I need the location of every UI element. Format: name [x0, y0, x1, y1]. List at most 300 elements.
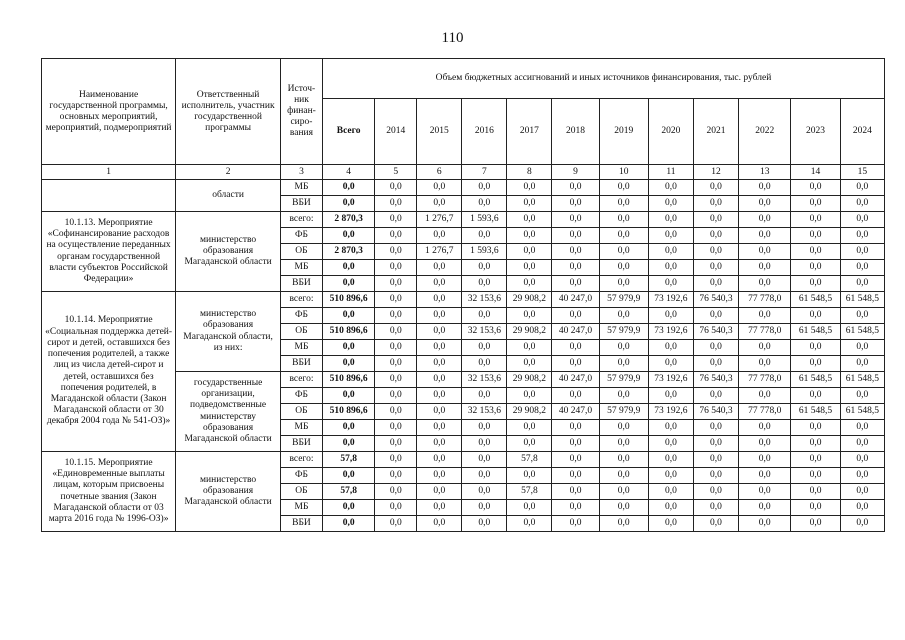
column-number: 10	[599, 165, 648, 180]
year-value: 0,0	[375, 468, 417, 484]
funding-source: ОБ	[281, 484, 323, 500]
year-value: 32 153,6	[462, 372, 507, 388]
header-executor: Ответственный исполнитель, участник государственной программы	[176, 59, 281, 165]
total-value: 2 870,3	[322, 212, 374, 228]
year-value: 0,0	[739, 244, 791, 260]
funding-source: всего:	[281, 372, 323, 388]
year-value: 0,0	[840, 388, 884, 404]
total-value: 57,8	[322, 484, 374, 500]
year-value: 0,0	[840, 500, 884, 516]
year-value: 0,0	[462, 356, 507, 372]
year-value: 0,0	[375, 260, 417, 276]
year-value: 40 247,0	[552, 324, 599, 340]
year-value: 0,0	[693, 244, 738, 260]
year-value: 0,0	[462, 500, 507, 516]
total-value: 0,0	[322, 468, 374, 484]
year-value: 0,0	[693, 452, 738, 468]
total-value: 0,0	[322, 420, 374, 436]
year-value: 0,0	[739, 484, 791, 500]
total-value: 0,0	[322, 228, 374, 244]
executor: министерство образования Магаданской области	[176, 212, 281, 292]
year-value: 0,0	[417, 500, 462, 516]
year-value: 0,0	[599, 276, 648, 292]
year-value: 73 192,6	[648, 292, 693, 308]
funding-source: ФБ	[281, 468, 323, 484]
year-value: 0,0	[507, 500, 552, 516]
year-value: 0,0	[791, 388, 840, 404]
year-value: 0,0	[552, 244, 599, 260]
year-value: 76 540,3	[693, 372, 738, 388]
year-value: 0,0	[417, 324, 462, 340]
year-value: 61 548,5	[840, 324, 884, 340]
year-value: 0,0	[417, 388, 462, 404]
year-value: 0,0	[840, 276, 884, 292]
column-number: 15	[840, 165, 884, 180]
year-value: 1 276,7	[417, 212, 462, 228]
year-value: 0,0	[739, 340, 791, 356]
funding-source: МБ	[281, 420, 323, 436]
year-value: 0,0	[739, 196, 791, 212]
year-value: 0,0	[462, 468, 507, 484]
column-number: 4	[322, 165, 374, 180]
year-value: 0,0	[375, 356, 417, 372]
year-value: 0,0	[462, 388, 507, 404]
header-year: 2018	[552, 99, 599, 165]
year-value: 0,0	[599, 340, 648, 356]
funding-source: ВБИ	[281, 276, 323, 292]
funding-source: всего:	[281, 292, 323, 308]
year-value: 0,0	[507, 516, 552, 532]
funding-source: ОБ	[281, 324, 323, 340]
year-value: 0,0	[417, 468, 462, 484]
executor: государственные организации, подведомственные министерству образования Магаданской области	[176, 372, 281, 452]
year-value: 0,0	[840, 452, 884, 468]
year-value: 76 540,3	[693, 292, 738, 308]
year-value: 0,0	[599, 228, 648, 244]
year-value: 0,0	[739, 516, 791, 532]
year-value: 0,0	[417, 228, 462, 244]
column-number: 7	[462, 165, 507, 180]
year-value: 0,0	[462, 516, 507, 532]
total-value: 57,8	[322, 452, 374, 468]
column-number: 12	[693, 165, 738, 180]
year-value: 0,0	[693, 388, 738, 404]
year-value: 0,0	[791, 436, 840, 452]
year-value: 0,0	[417, 404, 462, 420]
year-value: 0,0	[791, 420, 840, 436]
funding-source: всего:	[281, 452, 323, 468]
year-value: 0,0	[552, 308, 599, 324]
header-year: 2023	[791, 99, 840, 165]
header-year: 2017	[507, 99, 552, 165]
year-value: 0,0	[462, 260, 507, 276]
measure-name	[42, 180, 176, 212]
year-value: 0,0	[507, 228, 552, 244]
year-value: 0,0	[693, 500, 738, 516]
year-value: 0,0	[693, 180, 738, 196]
year-value: 0,0	[552, 468, 599, 484]
year-value: 0,0	[648, 516, 693, 532]
year-value: 0,0	[462, 340, 507, 356]
funding-table	[41, 58, 885, 532]
year-value: 0,0	[507, 212, 552, 228]
total-value: 0,0	[322, 308, 374, 324]
year-value: 29 908,2	[507, 292, 552, 308]
year-value: 57 979,9	[599, 404, 648, 420]
year-value: 0,0	[599, 196, 648, 212]
year-value: 29 908,2	[507, 372, 552, 388]
year-value: 0,0	[648, 196, 693, 212]
year-value: 0,0	[693, 516, 738, 532]
year-value: 0,0	[648, 308, 693, 324]
year-value: 0,0	[840, 436, 884, 452]
year-value: 0,0	[791, 484, 840, 500]
year-value: 0,0	[840, 356, 884, 372]
year-value: 0,0	[462, 420, 507, 436]
year-value: 0,0	[693, 340, 738, 356]
year-value: 0,0	[417, 308, 462, 324]
header-year: 2016	[462, 99, 507, 165]
year-value: 0,0	[739, 356, 791, 372]
executor: министерство образования Магаданской области	[176, 452, 281, 532]
year-value: 0,0	[552, 212, 599, 228]
year-value: 77 778,0	[739, 404, 791, 420]
year-value: 0,0	[375, 180, 417, 196]
year-value: 0,0	[648, 436, 693, 452]
year-value: 0,0	[599, 388, 648, 404]
year-value: 0,0	[552, 180, 599, 196]
funding-source: ВБИ	[281, 436, 323, 452]
year-value: 0,0	[648, 484, 693, 500]
year-value: 61 548,5	[840, 404, 884, 420]
year-value: 0,0	[552, 500, 599, 516]
year-value: 0,0	[417, 436, 462, 452]
year-value: 0,0	[739, 420, 791, 436]
total-value: 0,0	[322, 180, 374, 196]
year-value: 0,0	[791, 196, 840, 212]
year-value: 0,0	[648, 420, 693, 436]
year-value: 0,0	[417, 180, 462, 196]
column-number: 1	[42, 165, 176, 180]
funding-source: ФБ	[281, 308, 323, 324]
year-value: 73 192,6	[648, 372, 693, 388]
year-value: 0,0	[791, 452, 840, 468]
year-value: 77 778,0	[739, 372, 791, 388]
year-value: 0,0	[417, 340, 462, 356]
year-value: 0,0	[739, 228, 791, 244]
year-value: 0,0	[599, 212, 648, 228]
year-value: 0,0	[693, 420, 738, 436]
year-value: 0,0	[648, 244, 693, 260]
year-value: 0,0	[375, 228, 417, 244]
year-value: 0,0	[375, 372, 417, 388]
header-year: 2021	[693, 99, 738, 165]
year-value: 61 548,5	[840, 292, 884, 308]
year-value: 0,0	[375, 388, 417, 404]
total-value: 0,0	[322, 260, 374, 276]
total-value: 0,0	[322, 500, 374, 516]
year-value: 0,0	[840, 308, 884, 324]
year-value: 0,0	[840, 196, 884, 212]
year-value: 1 593,6	[462, 244, 507, 260]
year-value: 0,0	[375, 484, 417, 500]
year-value: 0,0	[552, 436, 599, 452]
year-value: 0,0	[693, 436, 738, 452]
year-value: 0,0	[791, 228, 840, 244]
year-value: 0,0	[648, 180, 693, 196]
total-value: 510 896,6	[322, 372, 374, 388]
year-value: 0,0	[599, 468, 648, 484]
year-value: 0,0	[739, 276, 791, 292]
year-value: 0,0	[840, 212, 884, 228]
header-year: 2014	[375, 99, 417, 165]
total-value: 0,0	[322, 196, 374, 212]
year-value: 40 247,0	[552, 404, 599, 420]
year-value: 0,0	[507, 276, 552, 292]
year-value: 40 247,0	[552, 292, 599, 308]
year-value: 0,0	[791, 276, 840, 292]
year-value: 0,0	[840, 484, 884, 500]
column-number: 3	[281, 165, 323, 180]
year-value: 0,0	[507, 388, 552, 404]
table-row	[42, 180, 885, 196]
total-value: 510 896,6	[322, 324, 374, 340]
year-value: 0,0	[791, 500, 840, 516]
year-value: 0,0	[599, 244, 648, 260]
total-value: 510 896,6	[322, 404, 374, 420]
year-value: 0,0	[648, 388, 693, 404]
year-value: 73 192,6	[648, 404, 693, 420]
year-value: 0,0	[599, 260, 648, 276]
year-value: 77 778,0	[739, 324, 791, 340]
year-value: 0,0	[791, 468, 840, 484]
year-value: 0,0	[739, 388, 791, 404]
year-value: 61 548,5	[840, 372, 884, 388]
funding-source: ОБ	[281, 244, 323, 260]
measure-name: 10.1.13. Мероприятие «Софинансирование расходов на осуществление переданных органам государственной власти субъектов Российской Федерации»	[42, 212, 176, 292]
year-value: 0,0	[648, 356, 693, 372]
year-value: 0,0	[375, 500, 417, 516]
column-number: 14	[791, 165, 840, 180]
year-value: 0,0	[693, 468, 738, 484]
funding-source: ВБИ	[281, 516, 323, 532]
column-number: 11	[648, 165, 693, 180]
year-value: 0,0	[739, 212, 791, 228]
year-value: 0,0	[375, 436, 417, 452]
year-value: 57 979,9	[599, 324, 648, 340]
year-value: 0,0	[840, 468, 884, 484]
year-value: 0,0	[599, 452, 648, 468]
total-value: 0,0	[322, 276, 374, 292]
column-number: 13	[739, 165, 791, 180]
year-value: 0,0	[417, 516, 462, 532]
year-value: 61 548,5	[791, 372, 840, 388]
measure-name: 10.1.15. Мероприятие «Единовременные выплаты лицам, которым присвоены почетные звания (Закон Магаданской области от 03 марта 2016 года № 1996-ОЗ)»	[42, 452, 176, 532]
year-value: 0,0	[375, 516, 417, 532]
executor: министерство образования Магаданской области, из них:	[176, 292, 281, 372]
year-value: 0,0	[648, 260, 693, 276]
year-value: 0,0	[840, 228, 884, 244]
year-value: 0,0	[375, 196, 417, 212]
year-value: 1 593,6	[462, 212, 507, 228]
year-value: 0,0	[552, 196, 599, 212]
total-value: 510 896,6	[322, 292, 374, 308]
year-value: 40 247,0	[552, 372, 599, 388]
year-value: 0,0	[739, 500, 791, 516]
year-value: 0,0	[552, 276, 599, 292]
year-value: 61 548,5	[791, 292, 840, 308]
year-value: 0,0	[552, 340, 599, 356]
header-year: 2022	[739, 99, 791, 165]
year-value: 0,0	[507, 244, 552, 260]
year-value: 0,0	[840, 516, 884, 532]
header-total: Всего	[322, 99, 374, 165]
funding-source: ФБ	[281, 228, 323, 244]
year-value: 0,0	[417, 372, 462, 388]
year-value: 0,0	[739, 452, 791, 468]
year-value: 0,0	[462, 228, 507, 244]
year-value: 0,0	[552, 516, 599, 532]
year-value: 0,0	[791, 340, 840, 356]
year-value: 57 979,9	[599, 372, 648, 388]
year-value: 0,0	[648, 228, 693, 244]
year-value: 1 276,7	[417, 244, 462, 260]
header-name: Наименование государственной программы, основных мероприятий, мероприятий, подмероприятий	[42, 59, 176, 165]
column-number: 8	[507, 165, 552, 180]
year-value: 0,0	[417, 260, 462, 276]
year-value: 0,0	[648, 340, 693, 356]
year-value: 57,8	[507, 484, 552, 500]
year-value: 0,0	[791, 516, 840, 532]
total-value: 0,0	[322, 516, 374, 532]
year-value: 0,0	[693, 276, 738, 292]
year-value: 0,0	[791, 244, 840, 260]
funding-source: МБ	[281, 500, 323, 516]
year-value: 0,0	[599, 516, 648, 532]
funding-source: ОБ	[281, 404, 323, 420]
year-value: 0,0	[599, 420, 648, 436]
year-value: 0,0	[693, 308, 738, 324]
year-value: 0,0	[739, 180, 791, 196]
year-value: 0,0	[648, 276, 693, 292]
year-value: 32 153,6	[462, 404, 507, 420]
page-number: 110	[441, 30, 464, 46]
year-value: 0,0	[648, 468, 693, 484]
year-value: 0,0	[417, 484, 462, 500]
funding-source: МБ	[281, 180, 323, 196]
year-value: 0,0	[552, 356, 599, 372]
year-value: 0,0	[507, 308, 552, 324]
year-value: 0,0	[507, 196, 552, 212]
year-value: 61 548,5	[791, 324, 840, 340]
year-value: 0,0	[375, 212, 417, 228]
measure-name: 10.1.14. Мероприятие «Социальная поддержка детей-сирот и детей, оставшихся без попечения родителей, а также лиц из числа детей-сирот и детей, оставшихся без попечения родителей, в Магаданской области (Закон Магаданской области от 30 декабря 2004 года № 541-ОЗ)»	[42, 292, 176, 452]
year-value: 0,0	[693, 260, 738, 276]
year-value: 0,0	[375, 308, 417, 324]
total-value: 2 870,3	[322, 244, 374, 260]
year-value: 0,0	[507, 436, 552, 452]
year-value: 0,0	[462, 180, 507, 196]
year-value: 0,0	[739, 468, 791, 484]
total-value: 0,0	[322, 436, 374, 452]
year-value: 0,0	[375, 244, 417, 260]
year-value: 0,0	[552, 388, 599, 404]
year-value: 57,8	[507, 452, 552, 468]
year-value: 0,0	[739, 436, 791, 452]
year-value: 0,0	[599, 484, 648, 500]
year-value: 0,0	[791, 260, 840, 276]
year-value: 0,0	[693, 196, 738, 212]
year-value: 0,0	[507, 356, 552, 372]
year-value: 76 540,3	[693, 324, 738, 340]
year-value: 0,0	[693, 228, 738, 244]
funding-source: всего:	[281, 212, 323, 228]
year-value: 0,0	[599, 180, 648, 196]
header-volume: Объем бюджетных ассигнований и иных источников финансирования, тыс. рублей	[322, 59, 884, 99]
year-value: 0,0	[417, 276, 462, 292]
year-value: 0,0	[417, 356, 462, 372]
year-value: 0,0	[507, 260, 552, 276]
year-value: 0,0	[417, 420, 462, 436]
header-year: 2019	[599, 99, 648, 165]
column-number: 5	[375, 165, 417, 180]
funding-source: ФБ	[281, 388, 323, 404]
year-value: 0,0	[791, 212, 840, 228]
year-value: 0,0	[375, 276, 417, 292]
column-number: 9	[552, 165, 599, 180]
year-value: 32 153,6	[462, 324, 507, 340]
year-value: 0,0	[417, 452, 462, 468]
year-value: 0,0	[552, 420, 599, 436]
year-value: 0,0	[507, 420, 552, 436]
year-value: 0,0	[840, 244, 884, 260]
year-value: 0,0	[552, 452, 599, 468]
funding-source: МБ	[281, 260, 323, 276]
column-number: 2	[176, 165, 281, 180]
year-value: 0,0	[462, 276, 507, 292]
table-row	[42, 452, 885, 468]
year-value: 0,0	[693, 212, 738, 228]
header-source: Источ-ник финан-сиро-вания	[281, 59, 323, 165]
year-value: 61 548,5	[791, 404, 840, 420]
year-value: 0,0	[840, 340, 884, 356]
year-value: 0,0	[375, 324, 417, 340]
year-value: 0,0	[791, 180, 840, 196]
year-value: 0,0	[462, 484, 507, 500]
year-value: 0,0	[507, 468, 552, 484]
total-value: 0,0	[322, 356, 374, 372]
year-value: 0,0	[375, 340, 417, 356]
year-value: 0,0	[648, 500, 693, 516]
funding-source: МБ	[281, 340, 323, 356]
year-value: 0,0	[462, 196, 507, 212]
funding-source: ВБИ	[281, 356, 323, 372]
year-value: 0,0	[599, 308, 648, 324]
table-row	[42, 292, 885, 308]
year-value: 0,0	[552, 228, 599, 244]
year-value: 0,0	[693, 484, 738, 500]
year-value: 0,0	[552, 260, 599, 276]
total-value: 0,0	[322, 388, 374, 404]
year-value: 0,0	[462, 308, 507, 324]
year-value: 0,0	[462, 452, 507, 468]
year-value: 0,0	[375, 292, 417, 308]
year-value: 73 192,6	[648, 324, 693, 340]
year-value: 77 778,0	[739, 292, 791, 308]
executor: области	[176, 180, 281, 212]
header-year: 2024	[840, 99, 884, 165]
year-value: 76 540,3	[693, 404, 738, 420]
